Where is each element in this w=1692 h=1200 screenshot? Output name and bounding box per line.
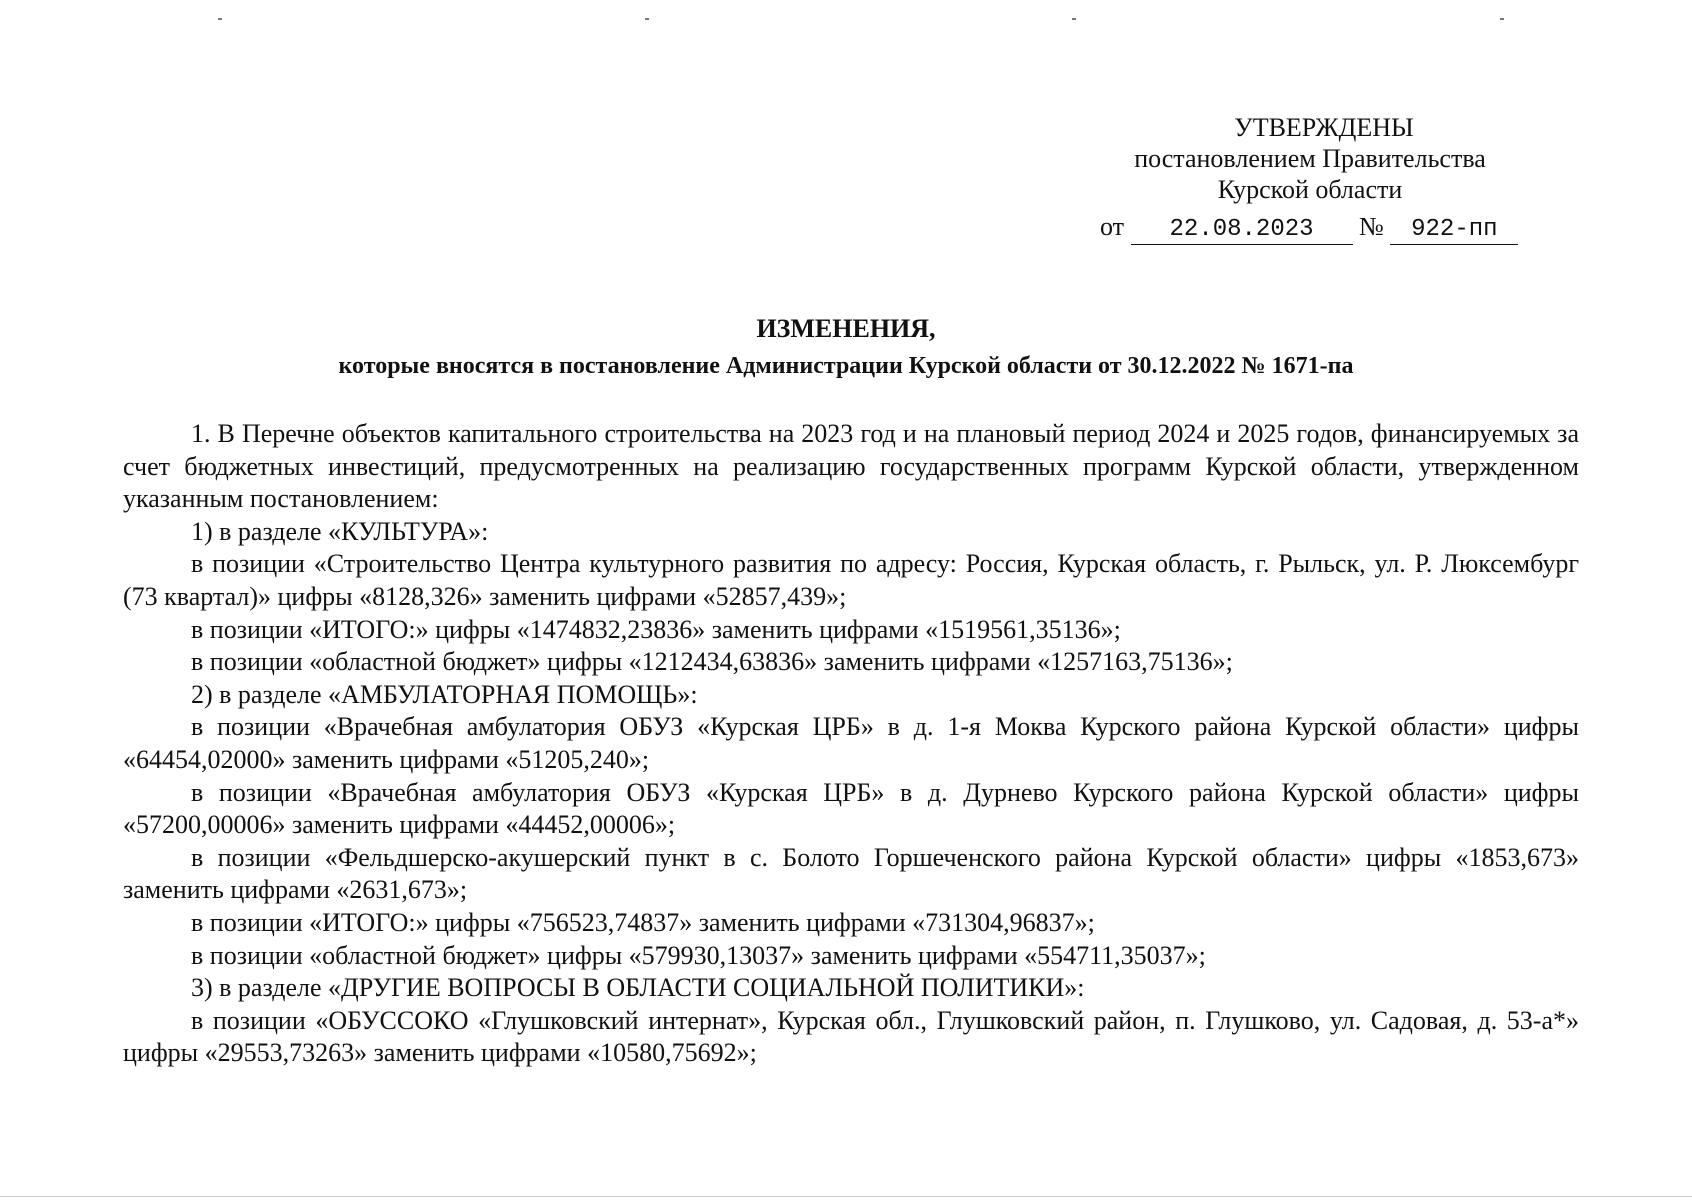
scan-mark [1072,18,1076,20]
document-subtitle: которые вносятся в постановление Администрации Курской области от 30.12.2022 № 1671-па [338,353,1354,379]
paragraph: в позиции «Фельдшерско-акушерский пункт в с. Болото Горшеченского района Курской области» цифры «1853,673» заменить цифрами «2631,673»; [123,842,1579,905]
paragraph: 3) в разделе «ДРУГИЕ ВОПРОСЫ В ОБЛАСТИ СОЦИАЛЬНОЙ ПОЛИТИКИ»: [191,973,1085,1003]
paragraph: в позиции «ИТОГО:» цифры «756523,74837» заменить цифрами «731304,96837»; [191,907,1095,937]
paragraph: 1. В Перечне объектов капитального строительства на 2023 год и на плановый период 2024 и 2025 годов, финансируемых за счет бюджетных инвестиций, предусмотренных на реализацию государственных программ Курской области, утвержденном указанным постановлением: [123,419,1579,514]
scan-mark [645,18,649,20]
paragraph: в позиции «Строительство Центра культурного развития по адресу: Россия, Курская область, г. Рыльск, ул. Р. Люксембург (73 квартал)» цифры «8128,326» заменить цифрами «52857,439»; [123,549,1579,611]
paragraph: в позиции «ОБУССОКО «Глушковский интернат», Курская обл., Глушковский район, п. Глушково, ул. Садовая, д. 53-а*» цифры «29553,73263» заменить цифрами «10580,75692»; [123,1005,1579,1068]
paragraph: 2) в разделе «АМБУЛАТОРНАЯ ПОМОЩЬ»: [191,679,698,709]
document-body [123,418,1579,1070]
document-title: ИЗМЕНЕНИЯ, [756,314,936,343]
approval-line-2: Курской области [1217,175,1403,204]
approval-line-1: постановлением Правительства [1134,144,1486,173]
paragraph: 1) в разделе «КУЛЬТУРА»: [191,516,489,546]
paragraph: в позиции «Врачебная амбулатория ОБУЗ «Курская ЦРБ» в д. Дурнево Курского района Курской области» цифры «57200,00006» заменить цифрами «44452,00006»; [123,777,1579,840]
approval-heading: УТВЕРЖДЕНЫ [1234,113,1414,142]
date-prefix: от [1100,212,1125,241]
scan-mark [218,18,222,20]
registration-line [1100,211,1520,245]
paragraph: в позиции «ИТОГО:» цифры «1474832,23836» заменить цифрами «1519561,35136»; [191,614,1121,644]
paragraph: в позиции «областной бюджет» цифры «1212434,63836» заменить цифрами «1257163,75136»; [191,647,1233,677]
approval-date: 22.08.2023 [1131,216,1353,245]
scan-mark [1500,18,1504,20]
approval-stamp-block [1100,112,1520,245]
paragraph: в позиции «областной бюджет» цифры «579930,13037» заменить цифрами «554711,35037»; [191,940,1206,970]
number-prefix: № [1359,212,1384,241]
scan-edge [0,1196,1692,1197]
paragraph: в позиции «Врачебная амбулатория ОБУЗ «Курская ЦРБ» в д. 1-я Моква Курского района Курской области» цифры «64454,02000» заменить цифрами «51205,240»; [123,712,1579,774]
approval-number: 922-пп [1390,216,1518,245]
